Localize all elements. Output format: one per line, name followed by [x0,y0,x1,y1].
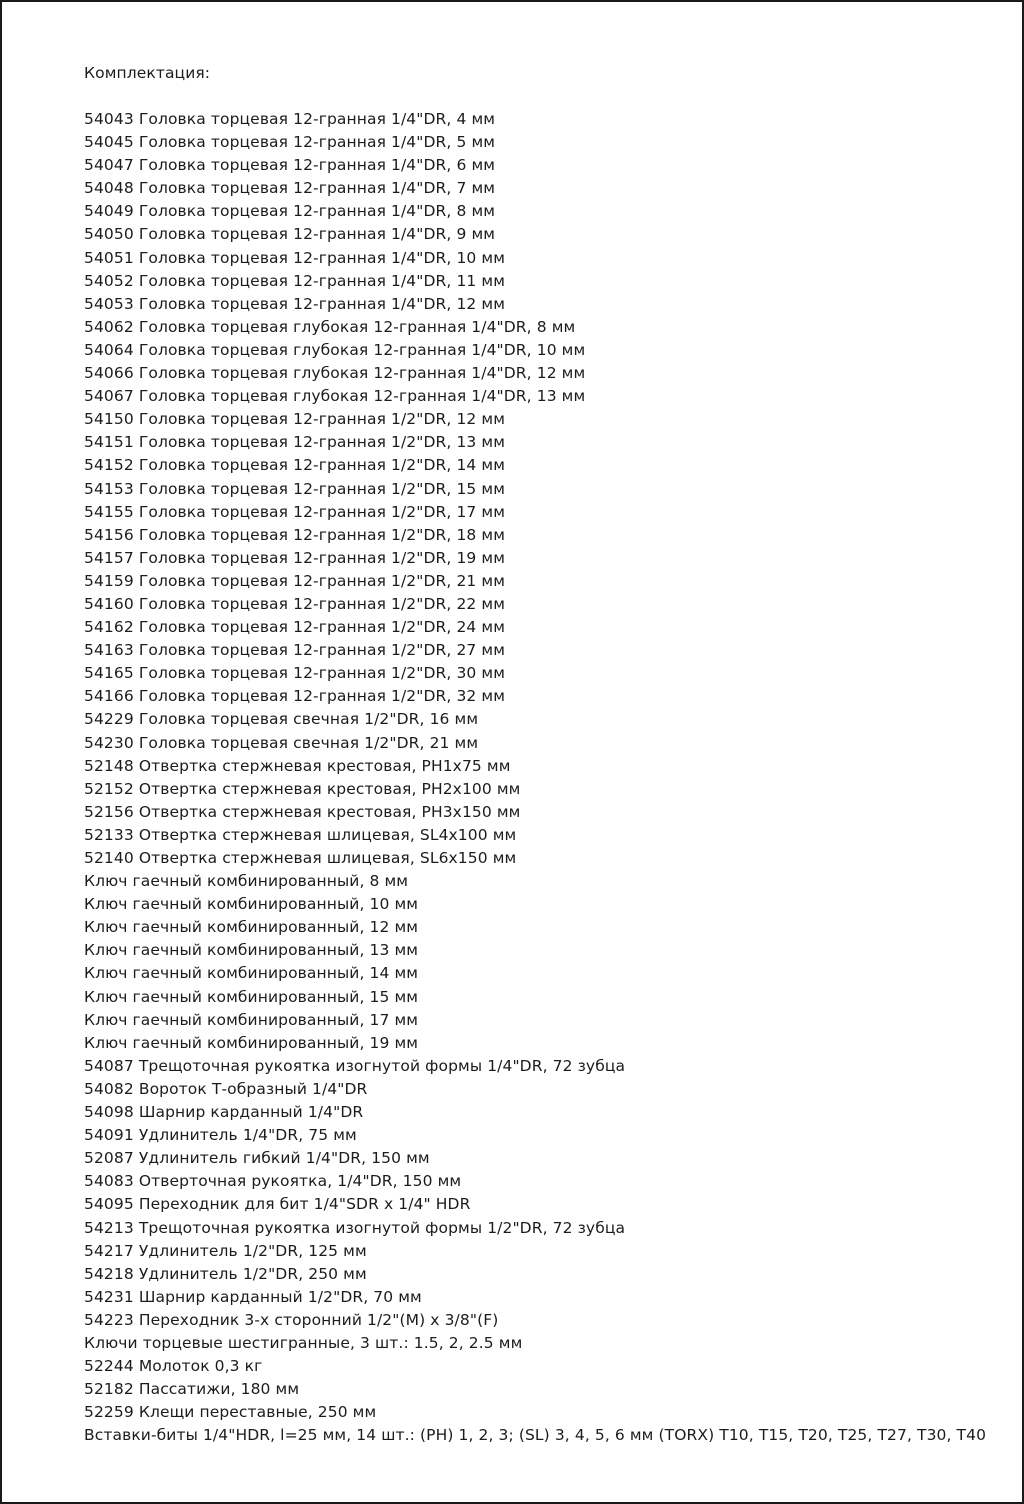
list-item: Ключ гаечный комбинированный, 12 мм [84,918,419,937]
list-item: 54067 Головка торцевая глубокая 12-гранная 1/4"DR, 13 мм [84,387,586,406]
list-item: 54155 Головка торцевая 12-гранная 1/2"DR, 17 мм [84,502,505,521]
list-item: Ключ гаечный комбинированный, 17 мм [84,1010,419,1029]
list-item: 52133 Отвертка стержневая шлицевая, SL4x100 мм [84,825,517,844]
list-item: 54153 Головка торцевая 12-гранная 1/2"DR, 15 мм [84,479,505,498]
list-item: 54166 Головка торцевая 12-гранная 1/2"DR, 32 мм [84,687,505,706]
list-item: 54162 Головка торцевая 12-гранная 1/2"DR, 24 мм [84,618,505,637]
list-item: 54087 Трещоточная рукоятка изогнутой формы 1/4"DR, 72 зубца [84,1056,626,1075]
list-item: 52148 Отвертка стержневая крестовая, PH1x75 мм [84,756,511,775]
list-item: 54050 Головка торцевая 12-гранная 1/4"DR, 9 мм [84,225,496,244]
list-item: 54043 Головка торцевая 12-гранная 1/4"DR, 4 мм [84,110,496,128]
list-item: 54053 Головка торцевая 12-гранная 1/4"DR, 12 мм [84,294,505,313]
contents-list [84,108,987,1447]
list-item: 54098 Шарнир карданный 1/4"DR [84,1103,364,1122]
list-item: Ключ гаечный комбинированный, 14 мм [84,964,419,983]
list-item: 54066 Головка торцевая глубокая 12-гранная 1/4"DR, 12 мм [84,364,586,383]
list-item: 54064 Головка торцевая глубокая 12-гранная 1/4"DR, 10 мм [84,340,586,359]
list-item: 54230 Головка торцевая свечная 1/2"DR, 21 мм [84,733,479,752]
list-item: 54231 Шарнир карданный 1/2"DR, 70 мм [84,1287,422,1306]
list-item: 54223 Переходник 3-х сторонний 1/2"(M) x 3/8"(F) [84,1310,499,1329]
list-item: 54062 Головка торцевая глубокая 12-гранная 1/4"DR, 8 мм [84,317,576,336]
list-item: 54047 Головка торцевая 12-гранная 1/4"DR, 6 мм [84,156,496,175]
list-item: 54095 Переходник для бит 1/4"SDR x 1/4" HDR [84,1195,471,1214]
list-item: 52087 Удлинитель гибкий 1/4"DR, 150 мм [84,1149,430,1168]
list-item: 54052 Головка торцевая 12-гранная 1/4"DR, 11 мм [84,271,505,290]
list-item: Ключ гаечный комбинированный, 10 мм [84,895,419,914]
list-item: 54045 Головка торцевая 12-гранная 1/4"DR, 5 мм [84,133,496,152]
list-item: Ключи торцевые шестигранные, 3 шт.: 1.5, 2, 2.5 мм [84,1333,523,1352]
document-content [84,62,987,1447]
list-item: 54217 Удлинитель 1/2"DR, 125 мм [84,1241,367,1260]
list-item: Вставки-биты 1/4"HDR, l=25 мм, 14 шт.: (PH) 1, 2, 3; (SL) 3, 4, 5, 6 мм (TORX) T10, T15, T20, T25, T27, T30, T40 [84,1426,987,1445]
list-item: 54091 Удлинитель 1/4"DR, 75 мм [84,1126,357,1145]
list-item: 54213 Трещоточная рукоятка изогнутой формы 1/2"DR, 72 зубца [84,1218,626,1237]
list-item: 54160 Головка торцевая 12-гранная 1/2"DR, 22 мм [84,594,505,613]
list-item: 54151 Головка торцевая 12-гранная 1/2"DR, 13 мм [84,433,505,452]
list-item: Ключ гаечный комбинированный, 15 мм [84,987,419,1006]
list-item: 54049 Головка торцевая 12-гранная 1/4"DR, 8 мм [84,202,496,221]
list-item: 54229 Головка торцевая свечная 1/2"DR, 16 мм [84,710,479,729]
list-item: 54083 Отверточная рукоятка, 1/4"DR, 150 мм [84,1172,462,1191]
list-item: 52244 Молоток 0,3 кг [84,1357,263,1376]
list-item: 54048 Головка торцевая 12-гранная 1/4"DR, 7 мм [84,179,496,198]
list-item: 52182 Пассатижи, 180 мм [84,1380,300,1399]
list-item: 54218 Удлинитель 1/2"DR, 250 мм [84,1264,367,1283]
list-item: 54152 Головка торцевая 12-гранная 1/2"DR, 14 мм [84,456,505,475]
contents-heading: Комплектация: [84,64,211,82]
list-item: 54082 Вороток Т-образный 1/4"DR [84,1079,368,1098]
list-item: 52156 Отвертка стержневая крестовая, PH3x150 мм [84,802,521,821]
list-item: Ключ гаечный комбинированный, 13 мм [84,941,419,960]
list-item: 54165 Головка торцевая 12-гранная 1/2"DR, 30 мм [84,664,505,683]
list-item: 54163 Головка торцевая 12-гранная 1/2"DR, 27 мм [84,641,505,660]
list-item: 54157 Головка торцевая 12-гранная 1/2"DR, 19 мм [84,548,505,567]
list-item: Ключ гаечный комбинированный, 8 мм [84,872,409,891]
list-item: 54150 Головка торцевая 12-гранная 1/2"DR, 12 мм [84,410,505,429]
list-item: 54159 Головка торцевая 12-гранная 1/2"DR, 21 мм [84,571,505,590]
list-item: 54156 Головка торцевая 12-гранная 1/2"DR, 18 мм [84,525,505,544]
list-item: 52140 Отвертка стержневая шлицевая, SL6x150 мм [84,849,517,867]
list-item: 54051 Головка торцевая 12-гранная 1/4"DR, 10 мм [84,248,505,267]
list-item: 52259 Клещи переставные, 250 мм [84,1403,377,1422]
list-item: Ключ гаечный комбинированный, 19 мм [84,1033,419,1052]
list-item: 52152 Отвертка стержневая крестовая, PH2x100 мм [84,779,521,798]
